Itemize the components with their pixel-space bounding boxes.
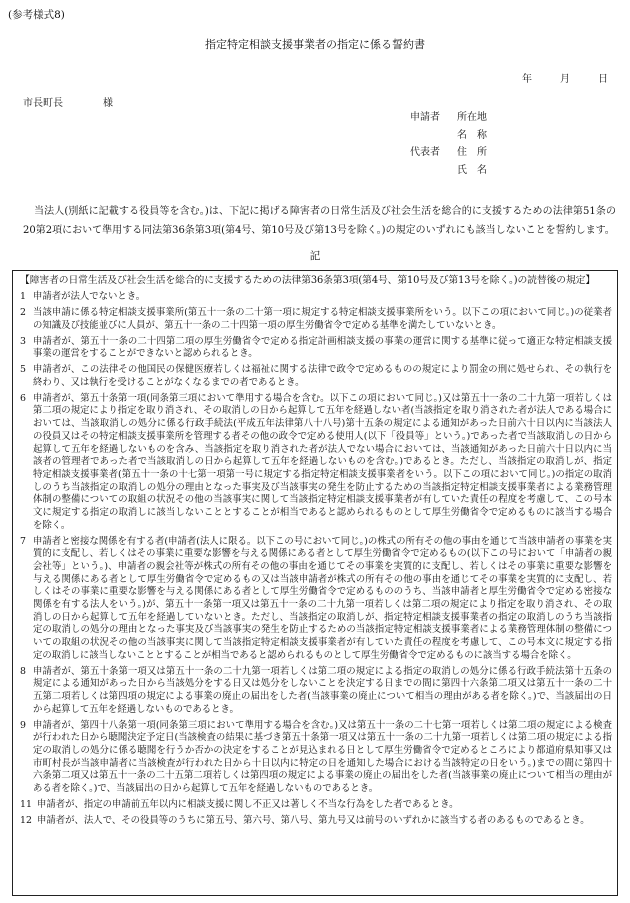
provision-number: 7 bbox=[20, 535, 26, 547]
provision-text: 申請者と密接な関係を有する者(申請者(法人に限る。以下この号において同じ。)の株式の所有その他の事由を通じて当該申請者の事業を実質的に支配し、若しくはその事業に重要な影響を与える関係にある者として厚生労働省令で定めるもの(以下この号において「申請者の親会社等」という。)、申請者の親会社等が株式の所有その他の事由を通じてその事業を実質的に支配し、若しくはその事業に重要な影響を与える関係にある者として厚生労働省令で定めるもの又は当該申請者が株式の所有その他の事由を通じてその事業を実質的に支配し、若しくはその事業に重要な影響を与える関係にある者として厚生労働省令で定めるもののうち、当該申請者と厚生労働省令で定める密接な関係を有する法人をいう。)が、第五十一条第一項又は第五十一条の二十九第一項若しくは第二項の規定により指定を取り消され、その取消しの日から起算して五年を経過していないとき。ただし、当該指定の取消しが、指定特定相談支援事業者の指定の取消しのうち当該指定の取消しの処分の理由となった事実及び当該事実の発生を防止するための当該指定特定相談支援事業者による業務管理体制の整備についての取組の状況その他の当該事実に関して当該指定特定相談支援事業者が有していた責任の程度を考慮して、この号本文に規定する指定の取消しに該当しないこととすることが相当であると認められるものとして厚生労働省令で定めるものに該当する場合を除く。 bbox=[33, 535, 612, 661]
provision-number: 9 bbox=[20, 719, 26, 731]
applicant-row bbox=[410, 129, 517, 147]
provision-number: 5 bbox=[20, 364, 26, 376]
applicant-role: 申請者 bbox=[410, 112, 440, 123]
date-month-label: 月 bbox=[560, 74, 570, 85]
provision-text: 申請者が、第四十八条第一項(同条第三項において準用する場合を含む。)又は第五十一条の二十七第一項若しくは第二項の規定による検査が行われた日から聴聞決定予定日(当該検査の結果に基づき第五十条第一項又は第五十一条の二十九第一項若しくは第二項の規定による指定の取消しの処分に係る聴聞を行うか否かの決定をすることが見込まれる日として厚生労働省令で定めるところにより都道府県知事又は市町村長が当該申請者に当該検査が行われた日から十日以内に特定の日を通知した場合における当該特定の日をいう。)までの間に第四十六条第二項又は第五十一条の二十五第二項若しくは第四項の規定による事業の廃止の届出をした者(当該事業の廃止について相当の理由がある者を除く。)で、当該届出の日から起算して五年を経過しないものであるとき。 bbox=[33, 719, 612, 794]
provision-item bbox=[20, 393, 612, 533]
provision-text: 申請者が、指定の申請前五年以内に相談支援に関し不正又は著しく不当な行為をした者であるとき。 bbox=[37, 798, 459, 810]
applicant-row bbox=[410, 164, 517, 182]
provision-item bbox=[20, 720, 612, 796]
date-line bbox=[522, 73, 608, 87]
ki-heading: 記 bbox=[309, 250, 321, 262]
provisions-box bbox=[12, 270, 618, 896]
provision-text: 申請者が、法人で、その役員等のうちに第五号、第六号、第八号、第九号又は前号のいずれかに該当する者のあるものであるとき。 bbox=[37, 814, 590, 826]
provision-item bbox=[20, 799, 612, 812]
date-year-label: 年 bbox=[522, 74, 532, 85]
provision-text: 申請者が、第五十一条の二十四第二項の厚生労働省令で定める指定計画相談支援の事業の運営に関する基準に従って適正な特定相談支援事業の運営をすることができないと認められるとき。 bbox=[33, 335, 612, 360]
provision-text: 申請者が、この法律その他国民の保健医療若しくは福祉に関する法律で政令で定めるものの規定により罰金の刑に処せられ、その執行を終わり、又は執行を受けることがなくなるまでの者であるとき。 bbox=[33, 364, 612, 388]
provision-number: 1 bbox=[20, 291, 26, 303]
provision-item bbox=[20, 336, 612, 361]
addressee-honorific: 様 bbox=[103, 98, 113, 109]
provision-item bbox=[20, 307, 612, 332]
provision-item bbox=[20, 666, 612, 717]
applicant-field-label: 所在地 bbox=[457, 112, 487, 123]
form-number: (参考様式8) bbox=[8, 9, 65, 21]
provision-number: 3 bbox=[20, 335, 26, 347]
provision-number: 2 bbox=[20, 307, 26, 319]
applicant-block bbox=[410, 111, 517, 181]
addressee-name: 市長町長 bbox=[23, 98, 63, 109]
applicant-field-label: 名 称 bbox=[457, 129, 487, 141]
provision-text: 申請者が、第五十条第一項(同条第三項において準用する場合を含む。以下この項において同じ。)又は第五十一条の二十九第一項若しくは第二項の規定により指定を取り消され、その取消しの日から起算して五年を経過しない者(当該指定を取り消された者が法人である場合においては、当該取消しの処分に係る行政手続法(平成五年法律第八十八号)第十五条の規定による通知があった日前六十日以内に当該法人の役員又はその特定相談支援事業所を管理する者その他の政令で定める使用人(以下「役員等」という。)であった者で当該取消しの日から起算して五年を経過しないものを含み、当該指定を取り消された者が法人でない場合においては、当該通知があった日前六十日以内に当該者の管理者であった者で当該取消しの日から起算して五年を経過しないものを含む。)であるとき。ただし、当該指定の取消しが、指定特定相談支援事業者(第五十一条の十七第一項第一号に規定する指定特定相談支援事業者をいう。以下この項において同じ。)の指定の取消しのうち当該指定の取消しの処分の理由となった事実及び当該事実の発生を防止するための当該指定特定相談支援事業者による業務管理体制の整備についての取組の状況その他の当該事実に関して当該指定特定相談支援事業者が有していた責任の程度を考慮して、この号本文に規定する指定の取消しに該当しないこととすることが相当であると認められるものとして厚生労働省令で定めるものに該当する場合を除く。 bbox=[33, 392, 612, 531]
provision-item bbox=[20, 364, 612, 389]
provision-item bbox=[20, 815, 612, 828]
applicant-role: 代表者 bbox=[410, 147, 440, 158]
applicant-field-label: 住 所 bbox=[457, 147, 487, 158]
provision-item bbox=[20, 536, 612, 663]
date-day-label: 日 bbox=[598, 74, 608, 85]
applicant-field-label: 氏 名 bbox=[457, 164, 487, 176]
provision-text: 当該申請に係る特定相談支援事業所(第五十一条の二十第一項に規定する特定相談支援事業所をいう。以下この項において同じ。)の従業者の知識及び技能並びに人員が、第五十一条の二十四第一項の厚生労働省令で定める基準を満たしていないとき。 bbox=[33, 307, 612, 331]
provision-number: 6 bbox=[20, 392, 26, 404]
provisions-title: 【障害者の日常生活及び社会生活を総合的に支援するための法律第36条第3項(第4号、第10号及び第13号を除く。)の読替後の規定】 bbox=[20, 275, 596, 286]
provision-number: 8 bbox=[20, 665, 26, 677]
document-title: 指定特定相談支援事業者の指定に係る誓約書 bbox=[205, 38, 425, 51]
addressee bbox=[23, 97, 113, 111]
provision-item bbox=[20, 291, 612, 304]
provision-number: 11 bbox=[20, 798, 32, 810]
provision-text: 申請者が、第五十条第一項又は第五十一条の二十九第一項若しくは第二項の規定による指定の取消しの処分に係る行政手続法第十五条の規定による通知があった日から当該処分をする日又は処分をしないことを決定する日までの間に第四十六条第二項又は第五十一条の二十五第二項若しくは第四項の規定による事業の廃止の届出をした者(当該事業の廃止について相当の理由がある者を除く。)で、当該届出の日から起算して五年を経過しないものであるとき。 bbox=[33, 665, 612, 715]
provision-number: 12 bbox=[20, 814, 32, 826]
applicant-row bbox=[410, 111, 517, 129]
pledge-statement: 当法人(別紙に記載する役員等を含む。)は、下記に掲げる障害者の日常生活及び社会生活を総合的に支援するための法律第51条の20第2項において準用する同法第36条第3項(第4号、第10号及び第13号を除く。)の規定のいずれにも該当しないことを誓約します。 bbox=[23, 206, 616, 236]
provision-text: 申請者が法人でないとき。 bbox=[33, 291, 146, 303]
applicant-row bbox=[410, 146, 517, 164]
